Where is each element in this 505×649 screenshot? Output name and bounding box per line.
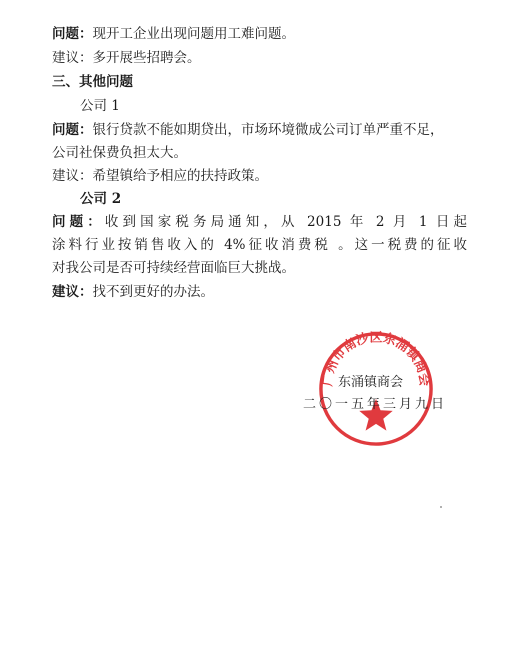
company2-problem-line2: 涂料行业按销售收入的 4%征收消费税 。这一税费的征收	[52, 237, 467, 253]
signature-org: 东涌镇商会	[338, 375, 404, 390]
advice-text: 多开展些招聘会。	[92, 50, 201, 66]
company1-problem-line2: 公司社保费负担太大。	[52, 145, 187, 161]
company1-advice-text: 希望镇给予相应的扶持政策。	[92, 168, 268, 184]
company2-advice-label: 建议：	[52, 284, 93, 300]
company2-problem-line3: 对我公司是否可持续经营面临巨大挑战。	[52, 260, 295, 276]
company2-advice-line	[52, 282, 214, 302]
company1-title: 公司 1	[80, 98, 120, 114]
signature-date: 二〇一五年三月九日	[303, 397, 448, 412]
section-heading: 三、其他问题	[52, 74, 133, 90]
advice-label: 建议：	[52, 50, 93, 66]
problem-text: 现开工企业出现问题用工难问题。	[92, 26, 295, 42]
company1-advice-label: 建议：	[52, 168, 93, 184]
company1-problem-text1: 银行贷款不能如期贷出，市场环境微成公司订单严重不足，	[92, 122, 444, 138]
company2-advice-text: 找不到更好的办法。	[92, 284, 214, 300]
company2-problem-label: 问题：	[52, 214, 105, 230]
problem-line	[52, 24, 295, 44]
advice-line	[52, 48, 201, 68]
company2-title: 公司 2	[80, 191, 122, 207]
problem-label: 问题：	[52, 26, 93, 42]
company1-problem-line1	[52, 120, 444, 140]
company2-problem-text1: 收到国家税务局通知，从 2015 年 2 月 1 日起	[104, 214, 467, 230]
company1-problem-label: 问题：	[52, 122, 93, 138]
scan-speck	[440, 506, 442, 508]
seal-arc-text: 广州市南沙区东涌镇商会	[320, 330, 432, 388]
company1-advice-line	[52, 166, 268, 186]
company2-problem-line1	[52, 212, 467, 232]
